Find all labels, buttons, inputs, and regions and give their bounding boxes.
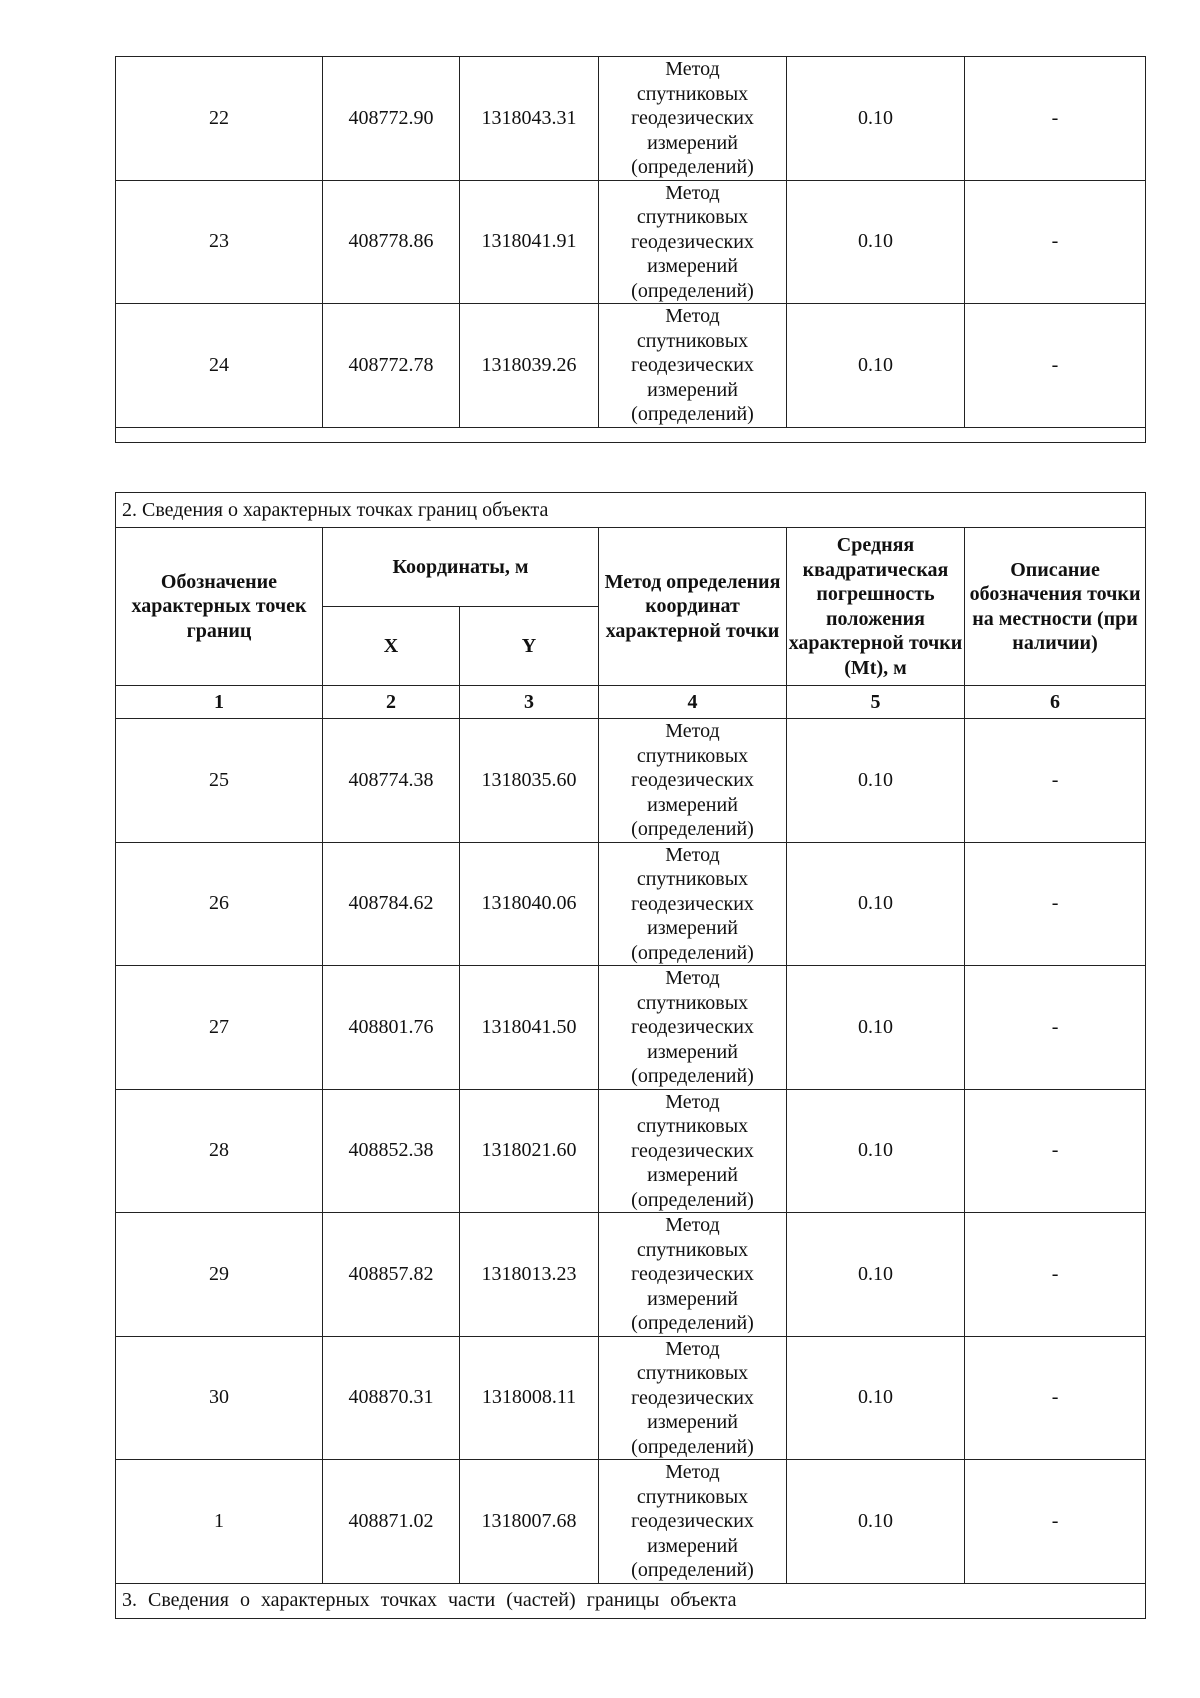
method-line: геодезических [631,892,754,915]
x-coordinate-cell: 408772.78 [323,304,460,428]
method-line: измерений [647,1040,738,1063]
error-cell: 0.10 [787,180,965,304]
table-row [116,1336,1146,1460]
section-3-title: 3. Сведения о характерных точках части (частей) границы объекта [116,1583,1146,1618]
description-cell: - [965,57,1146,181]
header-y: Y [460,607,599,686]
column-number: 4 [599,686,787,719]
table-row [116,1213,1146,1337]
method-line: Метод [665,181,720,204]
x-coordinate-cell: 408857.82 [323,1213,460,1337]
point-cell: 28 [116,1089,323,1213]
column-number: 2 [323,686,460,719]
x-coordinate-cell: 408772.90 [323,57,460,181]
method-line: спутниковых [636,868,749,890]
section-title-row [116,493,1146,528]
error-cell: 0.10 [787,719,965,843]
section-3-row [116,1583,1146,1618]
method-line: геодезических [631,1016,754,1038]
header-row [116,528,1146,607]
table-row [116,842,1146,966]
error-cell: 0.10 [787,1336,965,1460]
point-cell: 27 [116,966,323,1090]
table-row [116,1089,1146,1213]
table-row [116,1460,1146,1584]
method-line: Метод [665,58,720,80]
description-cell: - [965,1089,1146,1213]
method-line: Метод [665,1214,720,1236]
method-line: (определений) [631,1312,754,1334]
x-coordinate-cell: 408784.62 [323,842,460,966]
point-cell: 24 [116,304,323,428]
method-line: измерений [647,1534,738,1557]
column-number-row [116,686,1146,719]
method-line: геодезических [631,107,754,129]
method-line: Метод [665,1461,720,1483]
method-line: геодезических [631,1386,754,1409]
y-coordinate-cell: 1318043.31 [460,57,599,181]
method-line: Метод [665,305,720,327]
point-cell: 1 [116,1460,323,1584]
description-cell: - [965,1460,1146,1584]
method-line: спутниковых [636,1485,749,1508]
boundary-points-rows [116,719,1146,1584]
method-cell [599,1089,787,1213]
description-cell: - [965,719,1146,843]
method-line: измерений [647,1411,738,1433]
column-number: 3 [460,686,599,719]
method-line: измерений [647,793,738,816]
method-cell [599,57,787,181]
column-number: 5 [787,686,965,719]
header-error: Средняя квадратическая погрешность положения характерной точки (Mt), м [787,528,965,686]
method-line: (определений) [631,1065,754,1087]
continuation-body [116,57,1146,428]
method-line: (определений) [631,941,754,964]
error-cell: 0.10 [787,304,965,428]
method-line: спутниковых [636,82,749,105]
y-coordinate-cell: 1318039.26 [460,304,599,428]
y-coordinate-cell: 1318041.91 [460,180,599,304]
y-coordinate-cell: 1318013.23 [460,1213,599,1337]
method-line: (определений) [631,403,754,425]
method-line: геодезических [631,769,754,791]
x-coordinate-cell: 408871.02 [323,1460,460,1584]
error-cell: 0.10 [787,966,965,1090]
method-line: измерений [647,1164,738,1186]
table-row [116,180,1146,304]
table-row [116,966,1146,1090]
method-line: (определений) [631,1188,754,1211]
method-line: (определений) [631,156,754,178]
method-line: Метод [665,1337,720,1360]
method-line: (определений) [631,1559,754,1581]
x-coordinate-cell: 408852.38 [323,1089,460,1213]
point-cell: 22 [116,57,323,181]
method-line: геодезических [631,230,754,253]
boundary-points-body [116,493,1146,719]
method-line: спутниковых [636,329,749,352]
y-coordinate-cell: 1318040.06 [460,842,599,966]
point-cell: 23 [116,180,323,304]
method-line: Метод [665,1090,720,1113]
y-coordinate-cell: 1318041.50 [460,966,599,1090]
section-2-title: 2. Сведения о характерных точках границ объекта [116,493,1146,528]
method-line: измерений [647,378,738,401]
header-coordinates: Координаты, м [323,528,599,607]
x-coordinate-cell: 408774.38 [323,719,460,843]
column-number: 1 [116,686,323,719]
method-line: спутниковых [636,1238,749,1261]
method-cell [599,1460,787,1584]
description-cell: - [965,1336,1146,1460]
method-line: Метод [665,843,720,866]
point-cell: 30 [116,1336,323,1460]
x-coordinate-cell: 408778.86 [323,180,460,304]
method-line: спутниковых [636,991,749,1014]
y-coordinate-cell: 1318021.60 [460,1089,599,1213]
description-cell: - [965,180,1146,304]
table-row [116,719,1146,843]
header-x: X [323,607,460,686]
points-table-continuation [115,56,1146,443]
y-coordinate-cell: 1318008.11 [460,1336,599,1460]
point-cell: 26 [116,842,323,966]
method-line: геодезических [631,1139,754,1162]
method-line: спутниковых [636,1362,749,1384]
method-line: геодезических [631,354,754,376]
method-line: спутниковых [636,206,749,228]
method-line: Метод [665,967,720,989]
error-cell: 0.10 [787,1460,965,1584]
method-line: спутниковых [636,744,749,767]
method-line: измерений [647,917,738,939]
description-cell: - [965,304,1146,428]
table-end-row [116,427,1146,442]
method-line: (определений) [631,279,754,302]
error-cell: 0.10 [787,842,965,966]
y-coordinate-cell: 1318035.60 [460,719,599,843]
table-row [116,57,1146,181]
header-point-designation: Обозначение характерных точек границ [116,528,323,686]
method-cell [599,180,787,304]
method-line: геодезических [631,1510,754,1532]
method-cell [599,1213,787,1337]
method-line: измерений [647,1287,738,1310]
point-cell: 29 [116,1213,323,1337]
table-row [116,304,1146,428]
method-cell [599,719,787,843]
method-cell [599,1336,787,1460]
description-cell: - [965,842,1146,966]
method-line: (определений) [631,1435,754,1458]
method-line: спутниковых [636,1115,749,1137]
method-line: (определений) [631,818,754,840]
x-coordinate-cell: 408801.76 [323,966,460,1090]
point-cell: 25 [116,719,323,843]
method-line: Метод [665,720,720,742]
error-cell: 0.10 [787,57,965,181]
error-cell: 0.10 [787,1089,965,1213]
header-method: Метод определения координат характерной точки [599,528,787,686]
method-line: геодезических [631,1263,754,1285]
boundary-points-table [115,492,1146,1619]
method-line: измерений [647,131,738,154]
column-number: 6 [965,686,1146,719]
method-line: измерений [647,255,738,277]
error-cell: 0.10 [787,1213,965,1337]
description-cell: - [965,1213,1146,1337]
method-cell [599,966,787,1090]
method-cell [599,304,787,428]
x-coordinate-cell: 408870.31 [323,1336,460,1460]
y-coordinate-cell: 1318007.68 [460,1460,599,1584]
description-cell: - [965,966,1146,1090]
method-cell [599,842,787,966]
header-description: Описание обозначения точки на местности (при наличии) [965,528,1146,686]
